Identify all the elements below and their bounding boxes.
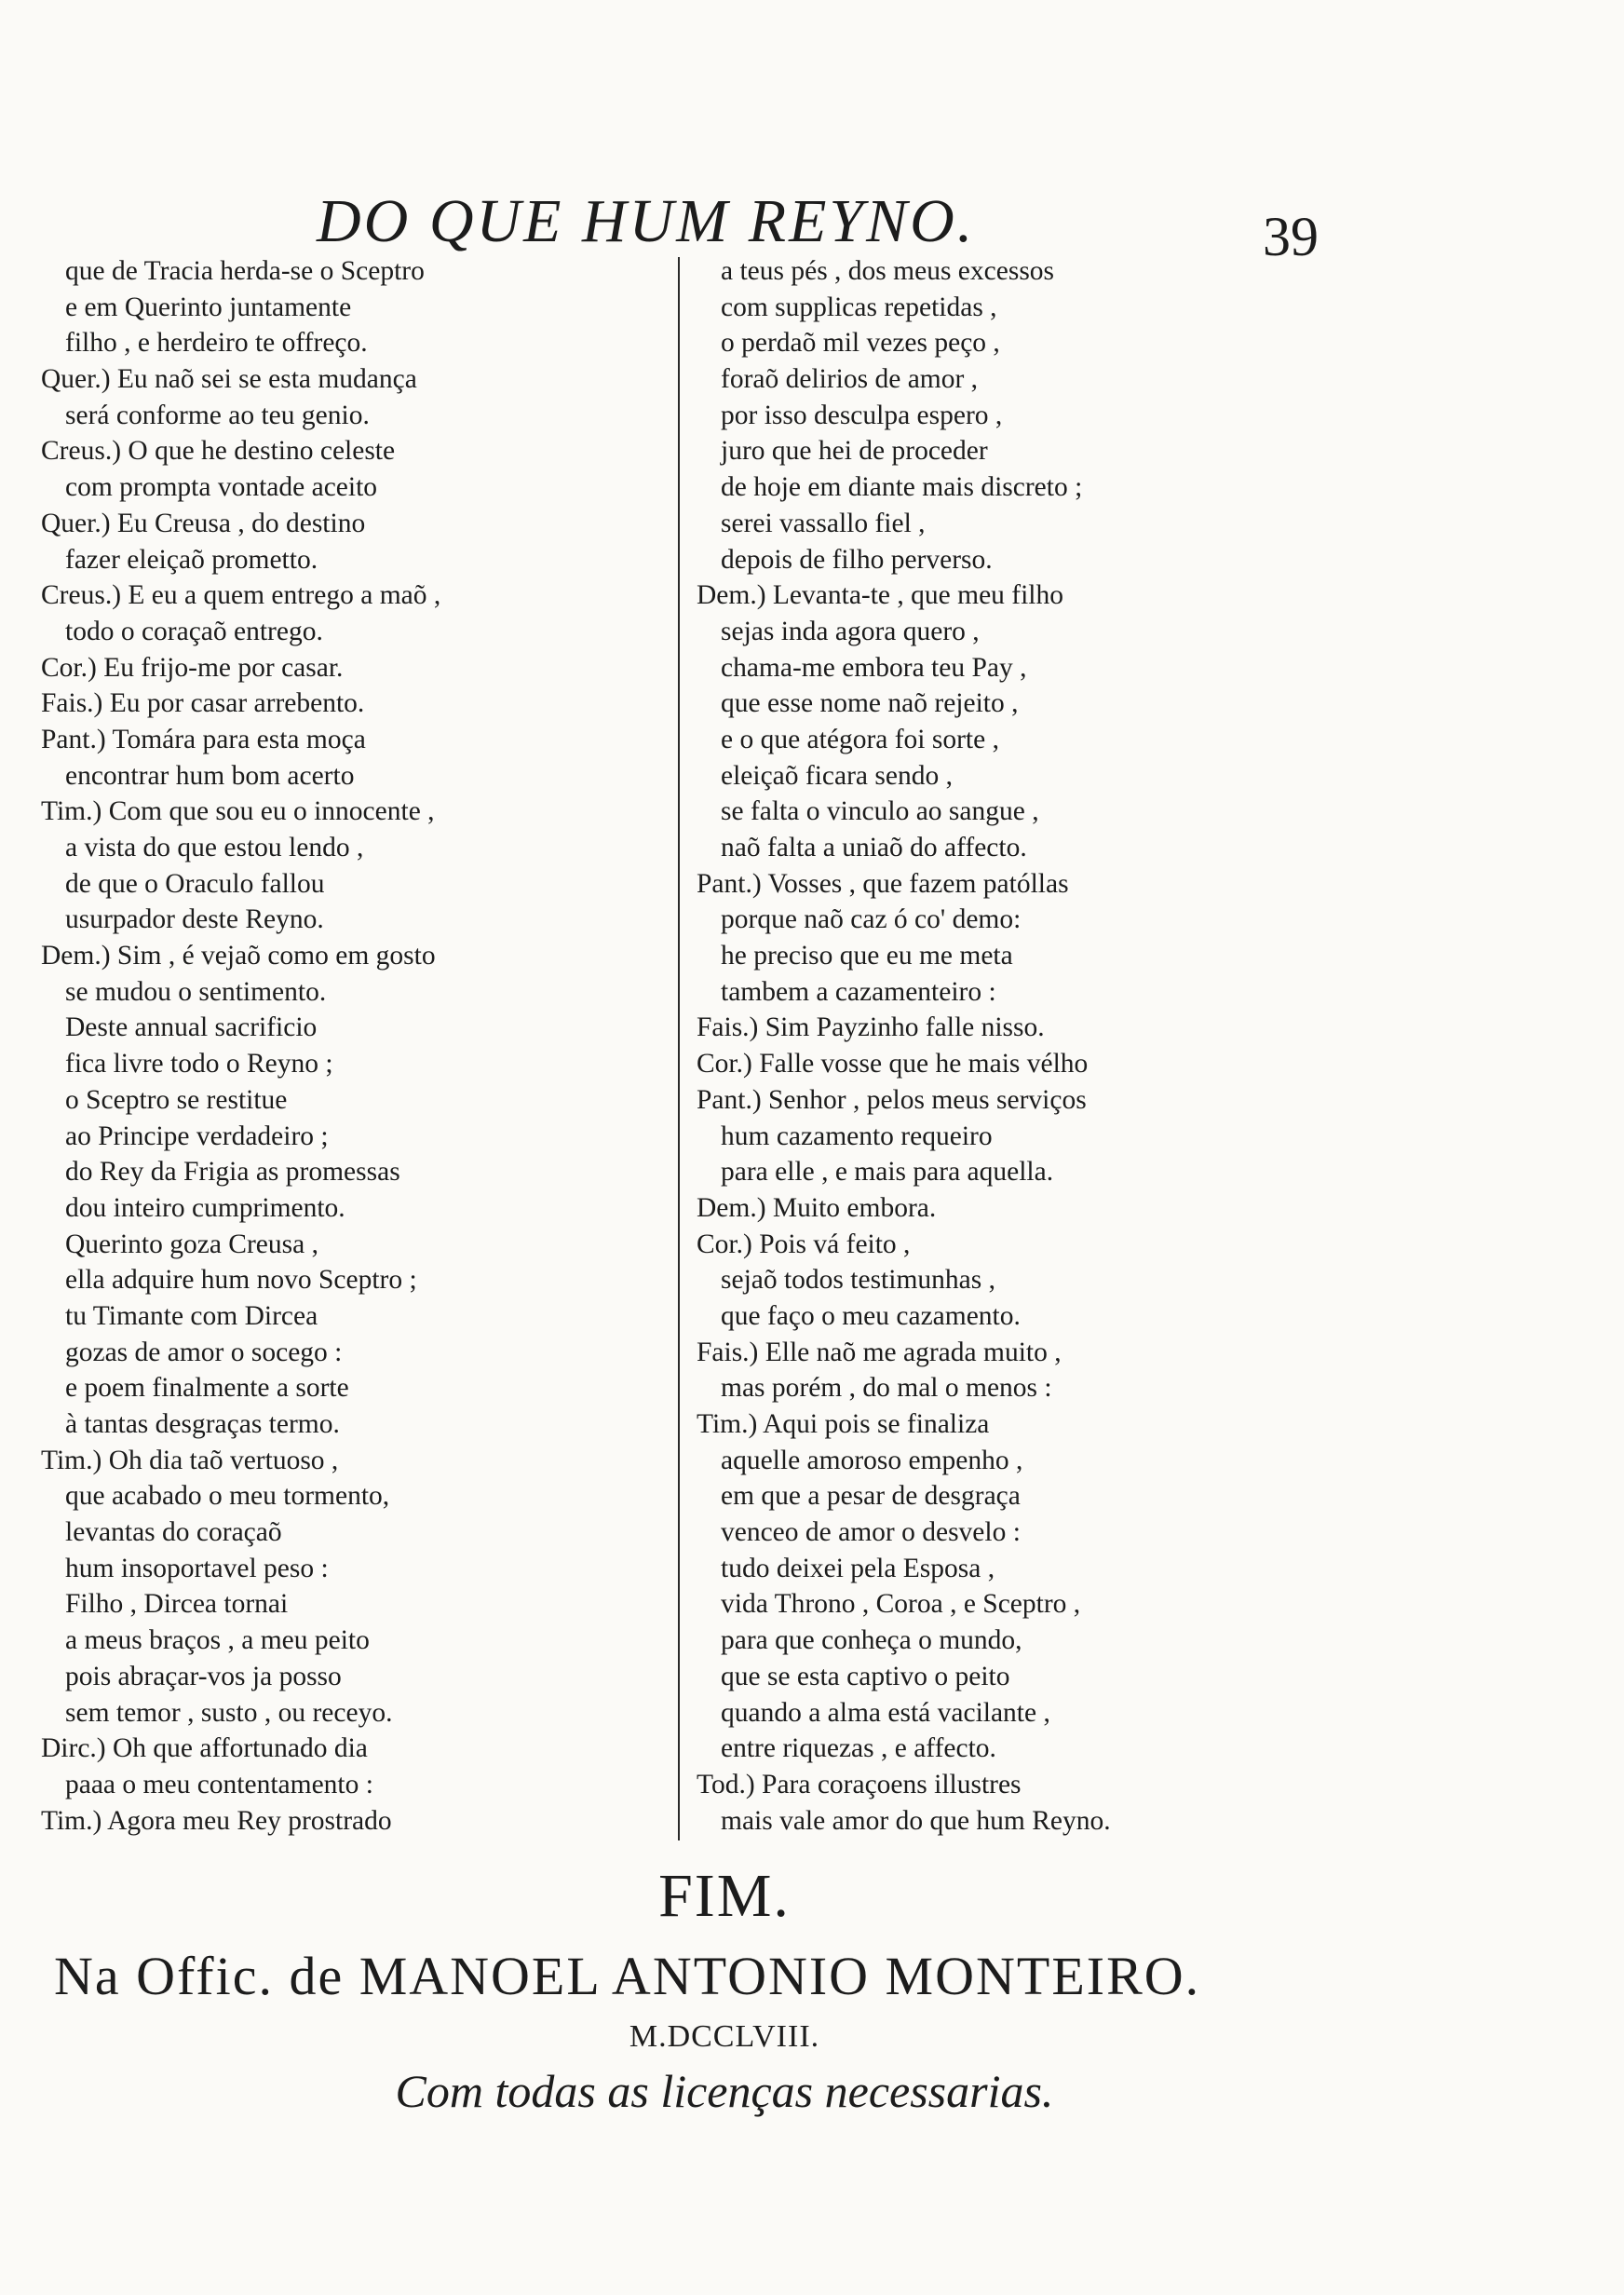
verse-line: usurpador deste Reyno. (65, 904, 324, 935)
verse-line: Cor.) Eu frijo-me por casar. (41, 652, 344, 683)
verse-line: Deste annual sacrificio (65, 1012, 318, 1043)
verse-line: a teus pés , dos meus excessos (721, 256, 1055, 286)
verse-line: Quer.) Eu Creusa , do destino (41, 508, 366, 538)
verse-line: naõ falta a uniaõ do affecto. (721, 833, 1027, 862)
verse-line: Quer.) Eu naõ sei se esta mudança (41, 364, 417, 395)
verse-line: filho , e herdeiro te offreço. (65, 328, 368, 359)
verse-line: Dem.) Sim , é vejaõ como em gosto (41, 941, 436, 971)
verse-line: entre riquezas , e affecto. (721, 1733, 996, 1764)
verse-line: dou inteiro cumprimento. (65, 1192, 345, 1223)
verse-line: Dirc.) Oh que affortunado dia (41, 1733, 368, 1764)
verse-line: levantas do coraçaõ (65, 1517, 282, 1548)
verse-line: fazer eleiçaõ prometto. (65, 544, 318, 575)
verse-line: foraõ delirios de amor , (721, 364, 979, 395)
verse-line: se mudou o sentimento. (65, 976, 327, 1007)
verse-line: e o que atégora foi sorte , (721, 724, 999, 754)
verse-line: de hoje em diante mais discreto ; (721, 472, 1083, 503)
verse-line: Tim.) Agora meu Rey prostrado (41, 1805, 392, 1836)
verse-line: tambem a cazamenteiro : (721, 976, 996, 1007)
verse-line: a vista do que estou lendo , (65, 833, 364, 862)
column-divider (678, 257, 680, 1840)
verse-line: que se esta captivo o peito (721, 1661, 1010, 1691)
verse-line: eleiçaõ ficara sendo , (721, 760, 953, 791)
verse-line: quando a alma está vacilante , (721, 1697, 1050, 1728)
verse-line: Pant.) Vosses , que fazem patóllas (697, 868, 1069, 899)
verse-line: fica livre todo o Reyno ; (65, 1049, 333, 1080)
verse-line: Fais.) Elle naõ me agrada muito , (697, 1337, 1062, 1367)
verse-line: juro que hei de proceder (721, 436, 988, 467)
verse-line: tu Timante com Dircea (65, 1300, 318, 1331)
printer-imprint: Na Offic. de MANOEL ANTONIO MONTEIRO. (54, 1946, 1201, 2006)
verse-line: Querinto goza Creusa , (65, 1229, 318, 1259)
verse-line: sejaõ todos testimunhas , (721, 1265, 995, 1296)
verse-line: Cor.) Falle vosse que he mais vélho (697, 1049, 1089, 1080)
verse-line: Creus.) O que he destino celeste (41, 436, 396, 467)
verse-line: sejas inda agora quero , (721, 616, 980, 646)
verse-line: serei vassallo fiel , (721, 508, 926, 538)
verse-line: à tantas desgraças termo. (65, 1409, 340, 1439)
verse-line: que acabado o meu tormento, (65, 1481, 390, 1512)
verse-line: he preciso que eu me meta (721, 941, 1013, 971)
verse-line: será conforme ao teu genio. (65, 400, 370, 430)
verse-line: Tim.) Oh dia taõ vertuoso , (41, 1445, 339, 1475)
verse-line: Tod.) Para coraçoens illustres (697, 1769, 1022, 1799)
verse-line: ao Principe verdadeiro ; (65, 1120, 329, 1151)
verse-line: que faço o meu cazamento. (721, 1300, 1021, 1331)
verse-line: Cor.) Pois vá feito , (697, 1229, 911, 1259)
verse-line: com supplicas repetidas , (721, 292, 997, 322)
verse-line: chama-me embora teu Pay , (721, 652, 1027, 683)
verse-line: tudo deixei pela Esposa , (721, 1553, 995, 1583)
verse-line: encontrar hum bom acerto (65, 760, 355, 791)
verse-line: em que a pesar de desgraça (721, 1481, 1021, 1512)
licences-note: Com todas as licenças necessarias. (395, 2065, 1054, 2117)
verse-line: e poem finalmente a sorte (65, 1373, 349, 1404)
verse-line: do Rey da Frigia as promessas (65, 1157, 400, 1188)
verse-line: de que o Oraculo fallou (65, 868, 325, 899)
verse-line: hum insoportavel peso : (65, 1553, 329, 1583)
verse-line: mas porém , do mal o menos : (721, 1373, 1052, 1404)
verse-line: Pant.) Senhor , pelos meus serviços (697, 1084, 1087, 1115)
verse-line: o Sceptro se restitue (65, 1084, 288, 1115)
verse-line: se falta o vinculo ao sangue , (721, 796, 1039, 827)
verse-line: venceo de amor o desvelo : (721, 1517, 1021, 1548)
verse-line: o perdaõ mil vezes peço , (721, 328, 1000, 359)
verse-line: Dem.) Muito embora. (697, 1192, 937, 1223)
verse-line: hum cazamento requeiro (721, 1120, 993, 1151)
imprint-year: M.DCCLVIII. (629, 2019, 820, 2054)
verse-line: sem temor , susto , ou receyo. (65, 1697, 393, 1728)
verse-line: e em Querinto juntamente (65, 292, 352, 322)
page-number: 39 (1263, 206, 1319, 267)
running-head: DO QUE HUM REYNO. (317, 187, 976, 255)
verse-line: Creus.) E eu a quem entrego a maõ , (41, 580, 441, 611)
verse-line: Tim.) Com que sou eu o innocente , (41, 796, 435, 827)
verse-line: Pant.) Tomára para esta moça (41, 724, 366, 754)
verse-line: para elle , e mais para aquella. (721, 1157, 1054, 1188)
verse-line: a meus braços , a meu peito (65, 1625, 370, 1656)
right-text-column (697, 253, 1255, 1839)
verse-line: Tim.) Aqui pois se finaliza (697, 1409, 990, 1439)
verse-line: Fais.) Sim Payzinho falle nisso. (697, 1012, 1045, 1043)
verse-line: paaa o meu contentamento : (65, 1769, 373, 1799)
verse-line: vida Throno , Coroa , e Sceptro , (721, 1589, 1081, 1620)
verse-line: Filho , Dircea tornai (65, 1589, 289, 1620)
verse-line: ella adquire hum novo Sceptro ; (65, 1265, 417, 1296)
verse-line: que esse nome naõ rejeito , (721, 688, 1019, 719)
verse-line: pois abraçar-vos ja posso (65, 1661, 342, 1691)
verse-line: gozas de amor o socego : (65, 1337, 343, 1367)
verse-line: para que conheça o mundo, (721, 1625, 1022, 1656)
verse-line: por isso desculpa espero , (721, 400, 1003, 430)
verse-line: que de Tracia herda-se o Sceptro (65, 256, 425, 286)
left-text-column (41, 253, 646, 1839)
verse-line: mais vale amor do que hum Reyno. (721, 1805, 1111, 1836)
verse-line: depois de filho perverso. (721, 544, 993, 575)
verse-line: Dem.) Levanta-te , que meu filho (697, 580, 1064, 611)
verse-line: aquelle amoroso empenho , (721, 1445, 1023, 1475)
verse-line: todo o coraçaõ entrego. (65, 616, 323, 646)
verse-line: Fais.) Eu por casar arrebento. (41, 688, 365, 719)
verse-line: com prompta vontade aceito (65, 472, 378, 503)
verse-line: porque naõ caz ó co' demo: (721, 904, 1022, 935)
fim-heading: FIM. (658, 1862, 791, 1930)
